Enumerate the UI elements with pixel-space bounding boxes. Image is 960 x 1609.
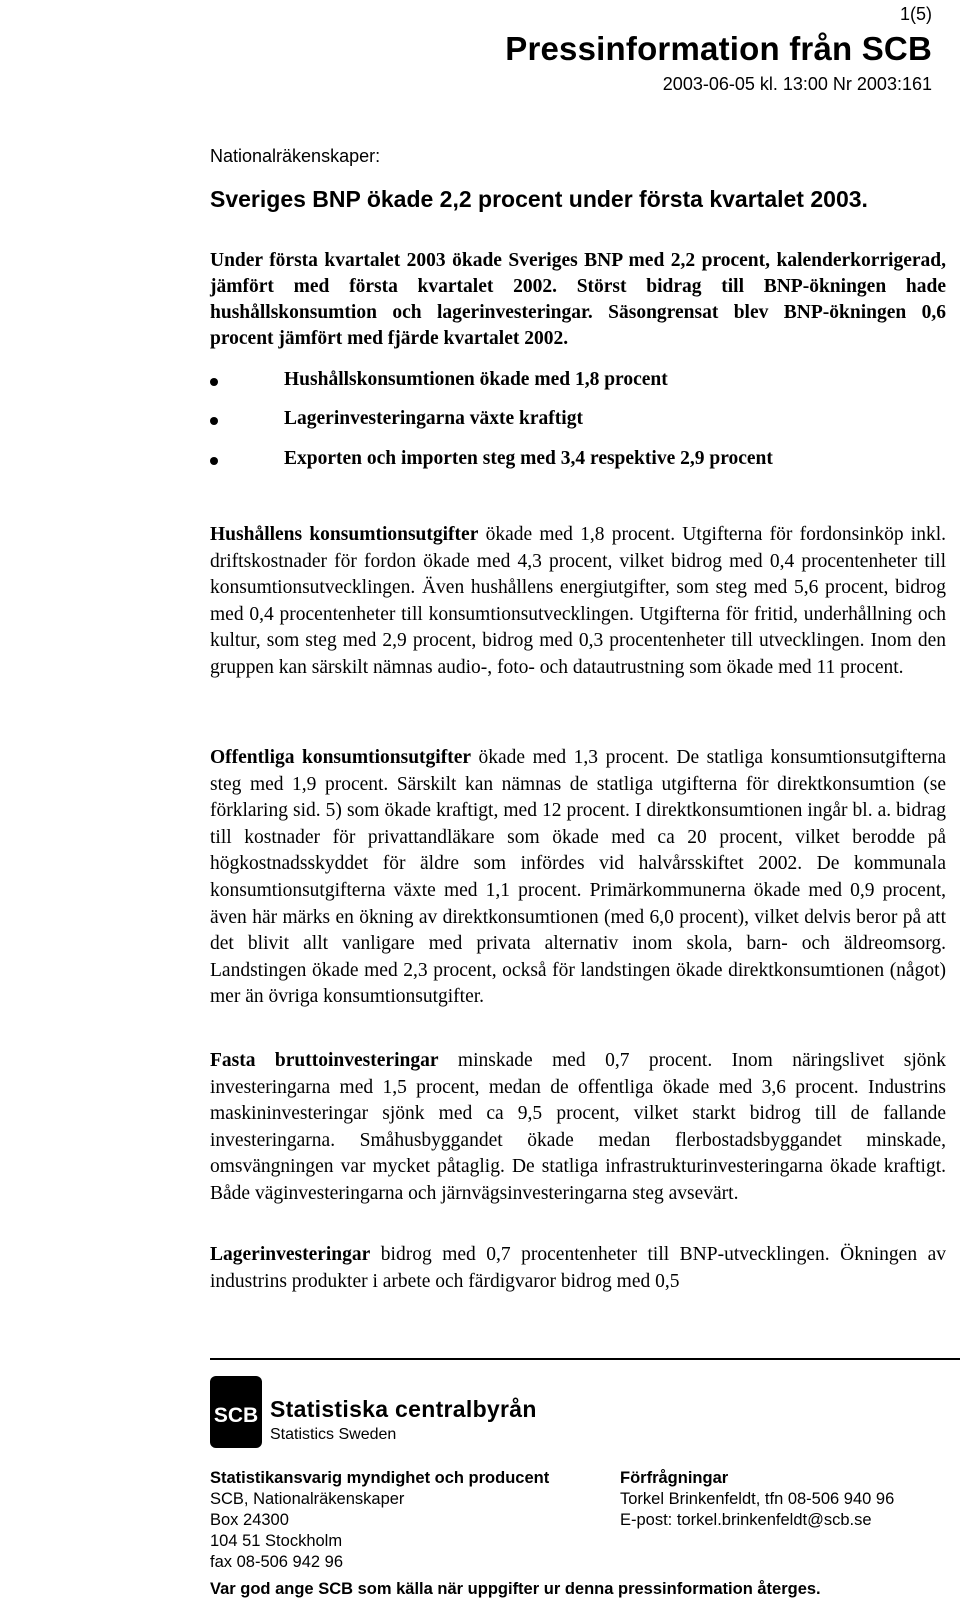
body-paragraph — [210, 1048, 946, 1208]
lead-paragraph: Under första kvartalet 2003 ökade Sveriges BNP med 2,2 procent, kalenderkorrigerad, jämfört med första kvartalet 2002. Störst bidrag till BNP-ökningen hade hushållskonsumtion och lagerinvesteringar. Säsongrensat blev BNP-ökningen 0,6 procent jämfört med fjärde kvartalet 2002. — [210, 250, 946, 349]
producer-contact — [210, 1468, 549, 1573]
footer-divider — [210, 1358, 960, 1360]
address-line: 104 51 Stockholm — [210, 1532, 343, 1550]
paragraph-text: minskade med 0,7 procent. Inom näringslivet sjönk investeringarna med 1,5 procent, medan de offentliga ökade med 3,6 procent. Industrins maskininvesteringar sjönk med ca 9,5 procent, vilket starkt bidrog till de fallande investeringarna. Småhusbyggandet ökade medan flerbostadsbyggandet minskade, omsvängningen var mycket påtaglig. De statliga infrastrukturinvesteringarna ökade kraftigt. Både väginvesteringarna och järnvägsinvesteringarna steg avsevärt. — [210, 1050, 946, 1204]
list-item-text: Hushållskonsumtionen ökade med 1,8 procent — [284, 369, 668, 390]
email-link[interactable]: E-post: torkel.brinkenfeldt@scb.se — [620, 1511, 872, 1529]
svg-text:SCB: SCB — [213, 1404, 259, 1427]
paragraph-keyword: Lagerinvesteringar — [210, 1244, 371, 1265]
address-line: Box 24300 — [210, 1511, 289, 1529]
bullet-icon — [210, 417, 218, 425]
dateline: 2003-06-05 kl. 13:00 Nr 2003:161 — [662, 74, 932, 94]
paragraph-text: ökade med 1,8 procent. Utgifterna för fordonsinköp inkl. driftskostnader för fordon ökade med 4,3 procent, vilket bidrog med 0,4 procentenheter till konsumtionsutvecklingen. Även hushållens energiutgifter, som steg med 5,6 procent, bidrog med 0,4 procentenheter till konsumtionsutvecklingen. Utgifterna för fritid, underhållning och kultur, som steg med 2,9 procent, bidrog med 0,3 procentenheter till utvecklingen. Inom den gruppen kan särskilt nämnas audio-, foto- och datautrustning som ökade med 11 procent. — [210, 524, 946, 678]
body-paragraph — [210, 522, 946, 682]
paragraph-text: bidrog med 0,7 procentenheter till BNP-utvecklingen. Ökningen av industrins produkter i arbete och färdigvaror bidrog med 0,5 — [210, 1244, 946, 1292]
inquiries-contact — [620, 1468, 894, 1531]
page-number: 1(5) — [899, 4, 932, 24]
organization-name-english: Statistics Sweden — [270, 1426, 397, 1443]
scb-logo — [210, 1376, 262, 1453]
inquiries-heading: Förfrågningar — [620, 1469, 729, 1487]
list-item-text: Exporten och importen steg med 3,4 respektive 2,9 procent — [284, 448, 773, 469]
paragraph-text: ökade med 1,3 procent. De statliga konsumtionsutgifterna steg med 1,9 procent. Särskilt kan nämnas de statliga utgifterna för direktkonsumtion (se förklaring sid. 5) som ökade kraftigt, med 12 procent. I direktkonsumtionen ingår bl. a. bidrag till kostnader för privattandläkare som ökade med ca 20 procent, vilket berodde på högkostnadsskyddet för äldre som infördes vid halvårsskiftet 2002. De kommunala konsumtionsutgifterna växte med 1,1 procent. Primärkommunerna ökade med 0,9 procent, även här märks en ökning av direktkonsumtionen (med 6,0 procent), vilket delvis beror på att det blivit allt vanligare med privata alternativ inom skola, barn- och äldreomsorg. Landstingen ökade med 2,3 procent, också för landstingen ökade direktkonsumtionen (något) mer än övriga konsumtionsutgifter. — [210, 747, 946, 1008]
headline: Sveriges BNP ökade 2,2 procent under första kvartalet 2003. — [210, 186, 868, 212]
paragraph-keyword: Offentliga konsumtionsutgifter — [210, 747, 472, 768]
bullet-icon — [210, 457, 218, 465]
organization-name: Statistiska centralbyrån — [270, 1396, 537, 1422]
paragraph-keyword: Hushållens konsumtionsutgifter — [210, 524, 479, 545]
address-line: SCB, Nationalräkenskaper — [210, 1490, 405, 1508]
list-item-text: Lagerinvesteringarna växte kraftigt — [284, 408, 583, 429]
bullet-icon — [210, 378, 218, 386]
press-release-title: Pressinformation från SCB — [505, 30, 932, 67]
address-line: fax 08-506 942 96 — [210, 1553, 344, 1571]
paragraph-keyword: Fasta bruttoinvesteringar — [210, 1050, 439, 1071]
section-label: Nationalräkenskaper: — [210, 146, 381, 166]
source-note: Var god ange SCB som källa när uppgifter ur denna pressinformation återges. — [210, 1580, 821, 1598]
contact-line: Torkel Brinkenfeldt, tfn 08-506 940 96 — [620, 1490, 895, 1508]
body-paragraph — [210, 1242, 946, 1295]
producer-heading: Statistikansvarig myndighet och producent — [210, 1469, 550, 1487]
body-paragraph — [210, 745, 946, 1011]
